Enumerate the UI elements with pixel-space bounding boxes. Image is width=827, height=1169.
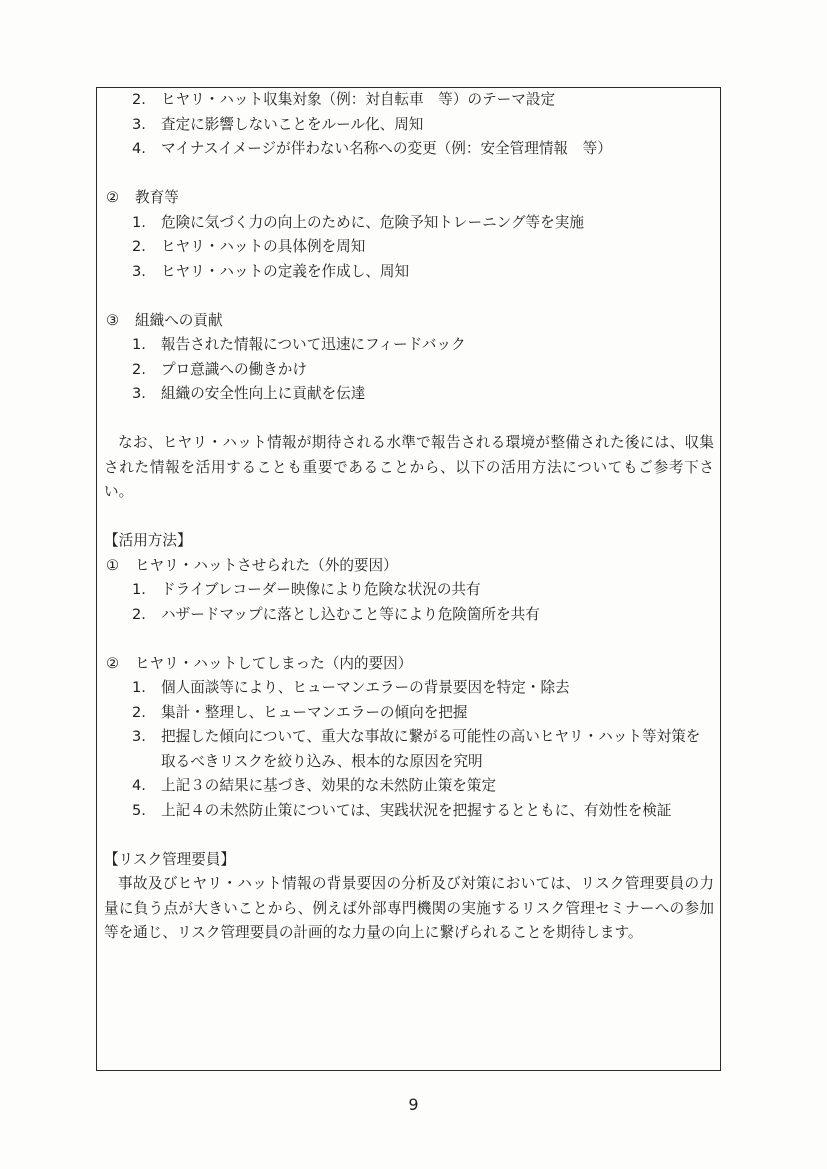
item-number: 3.: [132, 385, 146, 402]
list-item: [104, 211, 714, 236]
item-number: 4.: [132, 777, 146, 794]
list-item: [104, 333, 714, 358]
list-item: [104, 358, 714, 383]
item-text: 査定に影響しないことをルール化、周知: [161, 115, 424, 133]
section-marker: ①: [106, 556, 120, 574]
section-title: ヒヤリ・ハットしてしまった（内的要因）: [135, 654, 413, 672]
item-number: 5.: [132, 801, 146, 819]
document-body: [104, 88, 714, 946]
list-item: [104, 799, 714, 824]
item-number: 2.: [132, 360, 146, 378]
item-text: マイナスイメージが伴わない名称への変更（例：安全管理情報 等）: [161, 140, 612, 157]
item-number: 1.: [132, 581, 146, 598]
section-heading-education: [104, 186, 714, 211]
item-number: 1.: [132, 213, 146, 231]
list-item: [104, 137, 714, 162]
section-heading-internal: [104, 652, 714, 677]
item-number: 4.: [132, 140, 146, 157]
list-item: [104, 603, 714, 628]
section-marker: ②: [106, 189, 120, 206]
section-heading-contribution: [104, 309, 714, 334]
item-number: 1.: [132, 679, 146, 696]
page-number: 9: [408, 1095, 419, 1114]
item-text: ドライブレコーダー映像により危険な状況の共有: [161, 581, 481, 598]
risk-manager-heading: 【リスク管理要員】: [104, 850, 236, 868]
list-item: [104, 260, 714, 285]
item-number: 1.: [132, 336, 146, 353]
list-item: [104, 88, 714, 113]
item-text: ヒヤリ・ハットの定義を作成し、周知: [161, 262, 410, 280]
list-item: [104, 578, 714, 603]
section-marker: ③: [106, 311, 120, 329]
list-item: [104, 113, 714, 138]
item-number: 3.: [132, 728, 146, 745]
section-title: 組織への貢献: [135, 311, 223, 329]
list-item: [104, 676, 714, 701]
usage-heading: 【活用方法】: [104, 532, 192, 549]
item-text: ハザードマップに落とし込むこと等により危険箇所を共有: [161, 605, 540, 623]
item-number: 2.: [132, 605, 146, 623]
item-text: 報告された情報について迅速にフィードバック: [161, 336, 466, 353]
risk-manager-paragraph: 事故及びヒヤリ・ハット情報の背景要因の分析及び対策においては、リスク管理要員の力量に負う点が大きいことから、例えば外部専門機関の実施するリスク管理セミナーへの参加等を通じ、リスク管理要員の計画的な力量の向上に繋げられることを期待します。: [104, 875, 714, 941]
section-title: 教育等: [135, 189, 179, 206]
item-text: 集計・整理し、ヒューマンエラーの傾向を把握: [161, 703, 468, 721]
item-number: 2.: [132, 91, 146, 108]
note-paragraph: なお、ヒヤリ・ハット情報が期待される水準で報告される環境が整備された後には、収集された情報を活用することも重要であることから、以下の活用方法についてもご参考下さい。: [104, 434, 714, 500]
list-item: [104, 774, 714, 799]
list-item: [104, 701, 714, 726]
item-text: 組織の安全性向上に貢献を伝達: [161, 385, 366, 402]
item-text: 把握した傾向について、重大な事故に繋がる可能性の高いヒヤリ・ハット等対策を取るべきリスクを絞り込み、根本的な原因を究明: [161, 728, 701, 770]
list-item: [104, 382, 714, 407]
item-text: ヒヤリ・ハットの具体例を周知: [161, 238, 366, 255]
item-text: 個人面談等により、ヒューマンエラーの背景要因を特定・除去: [161, 679, 570, 696]
section-title: ヒヤリ・ハットさせられた（外的要因）: [135, 556, 398, 574]
item-text: 上記４の未然防止策については、実践状況を把握するとともに、有効性を検証: [161, 801, 672, 819]
item-number: 2.: [132, 238, 146, 255]
item-text: 上記３の結果に基づき、効果的な未然防止策を策定: [161, 777, 497, 794]
item-number: 3.: [132, 115, 146, 133]
item-text: プロ意識への働きかけ: [161, 360, 307, 378]
item-number: 3.: [132, 262, 146, 280]
item-text: ヒヤリ・ハット収集対象（例：対自転車 等）のテーマ設定: [161, 91, 556, 108]
item-text: 危険に気づく力の向上のために、危険予知トレーニング等を実施: [161, 213, 584, 231]
section-marker: ②: [106, 654, 120, 672]
item-number: 2.: [132, 703, 146, 721]
list-item: [104, 235, 714, 260]
list-item: [104, 725, 714, 774]
section-heading-external: [104, 554, 714, 579]
